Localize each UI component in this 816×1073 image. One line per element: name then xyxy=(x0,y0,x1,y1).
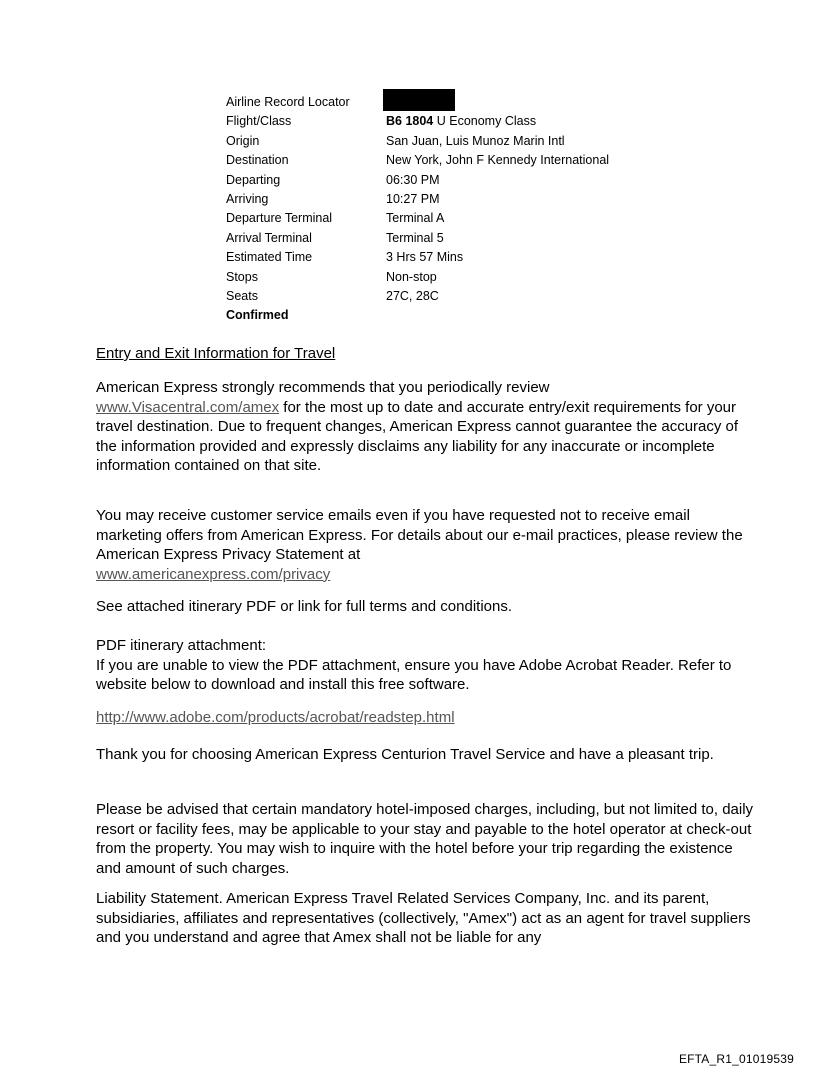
flight-status: Confirmed xyxy=(226,308,289,323)
flight-label: Origin xyxy=(226,133,260,148)
flight-row-seats xyxy=(226,287,609,306)
flight-details-table xyxy=(226,93,609,326)
flight-row-departing xyxy=(226,171,609,190)
flight-row-destination xyxy=(226,151,609,170)
flight-class: U Economy Class xyxy=(433,114,537,129)
flight-value: 27C, 28C xyxy=(386,288,439,303)
flight-value xyxy=(386,112,536,131)
flight-label: Estimated Time xyxy=(226,250,313,265)
flight-value: San Juan, Luis Munoz Marin Intl xyxy=(386,133,565,148)
flight-value: Terminal A xyxy=(386,211,445,226)
flight-value: Terminal 5 xyxy=(386,230,444,245)
entry-exit-paragraph xyxy=(96,378,756,476)
visacentral-link[interactable]: www.Visacentral.com/amex xyxy=(96,398,280,416)
flight-row-origin xyxy=(226,132,609,151)
entry-exit-line1: American Express strongly recommends that you periodically review xyxy=(96,379,550,396)
record-locator-redacted xyxy=(386,93,455,112)
flight-value: 06:30 PM xyxy=(386,172,440,187)
document-id: EFTA_R1_01019539 xyxy=(678,1052,794,1066)
hotel-paragraph xyxy=(96,800,756,878)
flight-row-departure-terminal xyxy=(226,209,609,228)
adobe-link[interactable]: http://www.adobe.com/products/acrobat/readstep.html xyxy=(96,709,455,726)
section-heading: Entry and Exit Information for Travel xyxy=(96,345,336,362)
paragraph: Thank you for choosing American Express Centurion Travel Service and have a pleasant trip. xyxy=(96,746,714,763)
pdf-title: PDF itinerary attachment: xyxy=(96,637,267,654)
pdf-text: If you are unable to view the PDF attachment, ensure you have Adobe Acrobat Reader. Refer to website below to download and install this free software. xyxy=(96,656,732,693)
flight-label: Destination xyxy=(226,153,289,168)
flight-value: 3 Hrs 57 Mins xyxy=(386,250,464,265)
flight-row-flight-class xyxy=(226,112,609,131)
flight-row-arriving xyxy=(226,190,609,209)
flight-row-stops xyxy=(226,268,609,287)
privacy-link[interactable]: www.americanexpress.com/privacy xyxy=(96,565,331,583)
paragraph: Liability Statement. American Express Travel Related Services Company, Inc. and its parent, subsidiaries, affiliates and representatives (collectively, "Amex") act as an agent for travel suppliers and you understand and agree that Amex shall not be liable for any xyxy=(96,890,751,946)
flight-label: Departure Terminal xyxy=(226,211,333,226)
attached-paragraph xyxy=(96,597,756,617)
flight-number: B6 1804 xyxy=(386,114,434,129)
flight-status-row xyxy=(226,306,609,325)
redaction-box xyxy=(383,89,455,111)
privacy-paragraph xyxy=(96,506,756,584)
entry-exit-heading xyxy=(96,344,756,364)
entry-exit-rest: for the most up to date and accurate entry/exit requirements for your travel destination. Due to frequent changes, American Express cannot guarantee the accuracy of the information provided and expressly disclaims any liability for any inaccurate or incomplete information contained on that site. xyxy=(96,398,739,474)
flight-label: Flight/Class xyxy=(226,114,292,129)
flight-label: Arriving xyxy=(226,191,269,206)
flight-value: Non-stop xyxy=(386,269,437,284)
flight-row-arrival-terminal xyxy=(226,229,609,248)
flight-value: 10:27 PM xyxy=(386,191,440,206)
flight-label: Seats xyxy=(226,288,258,303)
flight-label: Stops xyxy=(226,269,258,284)
flight-row-record-locator xyxy=(226,93,609,112)
flight-label: Airline Record Locator xyxy=(226,95,350,109)
privacy-text: You may receive customer service emails even if you have requested not to receive email marketing offers from American Express. For details about our e-mail practices, please review the American Express Privacy Statement at xyxy=(96,507,743,563)
paragraph: Please be advised that certain mandatory hotel-imposed charges, including, but not limited to, daily resort or facility fees, may be applicable to your stay and payable to the hotel operator at check-out from the property. You may wish to inquire with the hotel before your trip regarding the existence and amount of such charges. xyxy=(96,801,754,877)
flight-label: Arrival Terminal xyxy=(226,230,312,245)
thanks-paragraph xyxy=(96,745,756,765)
paragraph xyxy=(96,378,756,476)
flight-value: New York, John F Kennedy International xyxy=(386,153,610,168)
flight-row-estimated-time xyxy=(226,248,609,267)
paragraph: See attached itinerary PDF or link for full terms and conditions. xyxy=(96,598,513,615)
paragraph xyxy=(96,506,756,584)
paragraph xyxy=(96,708,756,728)
flight-label: Departing xyxy=(226,172,281,187)
liability-paragraph xyxy=(96,889,756,948)
pdf-paragraph xyxy=(96,636,756,695)
adobe-link-paragraph xyxy=(96,708,756,728)
